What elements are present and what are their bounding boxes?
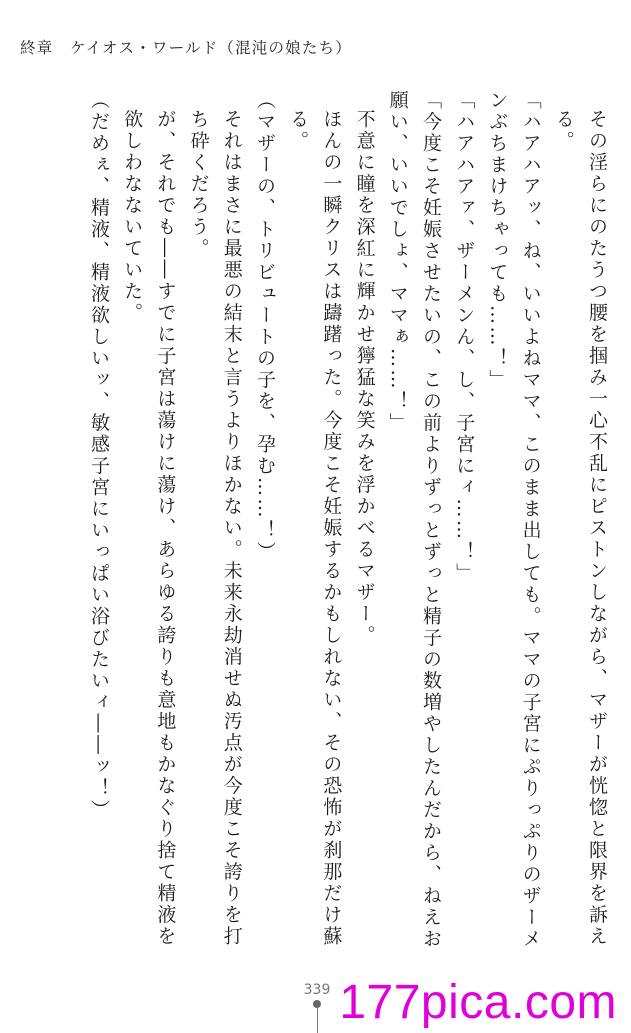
page-marker-dot [313,1000,321,1008]
paragraph: が、それでも――すでに子宮は蕩けに蕩け、あらゆる誇りも意地もかなぐり捨て精液を 欲しわなないていた。 [121,109,177,948]
paragraph: 「ハアハアァ、ザーメンん、し、子宮にィ……！」 [453,90,476,585]
paragraph: 「今度こそ妊娠させたいの、この前よりずっとずっと精子の数増やしたんだから、ねえお 願い、いいでしょ、ママぁ……！」 [386,90,442,950]
page-number: 339 [303,982,331,998]
page-marker-line [317,1008,318,1033]
paragraph: その淫らにのたうつ腰を掴み一心不乱にピストンしながら、マザーが恍惚と限界を訴え る。 [552,109,608,948]
paragraph: ほんの一瞬クリスは躊躇った。今度こそ妊娠するかもしれない、その恐怖が刹那だけ蘇 る。 [287,109,343,948]
page-marker [312,1000,322,1033]
paragraph: それはまさに最悪の結末と言うよりほかない。未来永劫消せぬ汚点が今度こそ誇りを打 ち砕くだろう。 [187,109,243,948]
paragraph: （マザーの、トリビュートの子を、孕む……！） [253,90,276,563]
body-text [13,90,613,990]
paragraph: 不意に瞳を深紅に輝かせ獰猛な笑みを浮かべるマザー。 [353,109,376,647]
paragraph: （だめぇ、精液、精液欲しいッ、敏感子宮にいっぱい浴びたいィ――ッ！） [87,90,110,821]
running-head-title: 終章 ケイオス・ワールド（混沌の娘たち） [20,39,352,57]
paragraph: 「ハアハアッ、ね、いいよねママ、このまま出しても。ママの子宮にぷりっぷりのザーメ ンぶちまけちゃっても……！」 [486,90,542,950]
watermark: 177pica.com [339,976,617,1029]
